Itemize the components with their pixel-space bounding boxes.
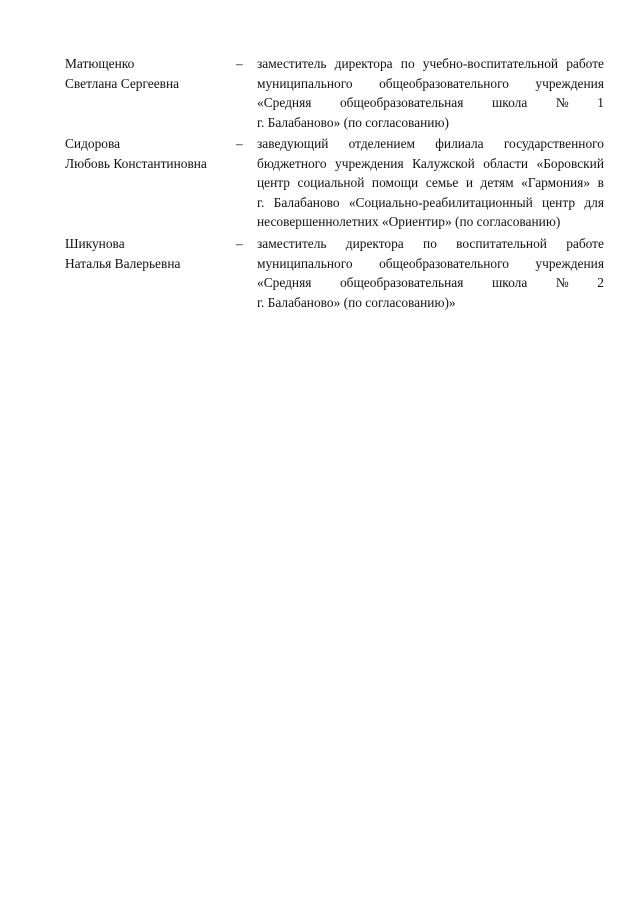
- position-word: учреждения: [535, 255, 604, 271]
- member-surname: Матющенко: [65, 56, 135, 71]
- member-position: [257, 54, 604, 132]
- position-word: детям: [480, 175, 514, 190]
- position-line: [257, 173, 604, 193]
- dash-separator: –: [236, 236, 243, 251]
- position-word: учреждения: [335, 155, 404, 171]
- position-word: «Средняя: [257, 275, 312, 290]
- position-word: 2: [597, 275, 604, 290]
- position-word: общеобразовательного: [379, 75, 509, 91]
- position-line: [257, 293, 604, 313]
- position-word: «Средняя: [257, 95, 312, 110]
- position-word: г. Балабаново» (по согласованию)»: [257, 294, 456, 310]
- position-word: общеобразовательная: [339, 275, 464, 290]
- position-word: директора: [334, 56, 393, 71]
- position-word: помощи: [371, 175, 419, 190]
- position-word: учреждения: [535, 75, 604, 91]
- position-word: директора: [345, 236, 404, 251]
- position-word: семье: [425, 175, 459, 190]
- position-word: Калужской: [412, 155, 475, 171]
- member-name: [65, 234, 235, 273]
- position-word: заместитель: [257, 56, 327, 71]
- position-word: общеобразовательного: [379, 255, 509, 271]
- member-surname: Сидорова: [65, 136, 121, 151]
- position-word: центр: [542, 194, 576, 210]
- position-word: №: [555, 275, 569, 290]
- position-word: «Социально-реабилитационный: [348, 194, 533, 210]
- position-word: работе: [566, 56, 604, 71]
- position-line: [257, 54, 604, 74]
- position-line: [257, 134, 604, 154]
- position-word: филиала: [435, 136, 484, 151]
- position-word: государственного: [503, 136, 604, 151]
- position-line: [257, 93, 604, 113]
- position-line: [257, 154, 604, 174]
- member-name: [65, 54, 235, 93]
- position-word: «Гармония»: [521, 175, 591, 190]
- member-surname: Шикунова: [65, 236, 125, 251]
- member-position: [257, 134, 604, 232]
- position-word: области: [483, 155, 529, 171]
- position-word: школа: [492, 275, 528, 290]
- position-word: воспитательной: [456, 236, 547, 251]
- member-position: [257, 234, 604, 312]
- position-word: для: [584, 194, 604, 210]
- member-name: [65, 134, 235, 173]
- dash-separator: –: [236, 136, 243, 151]
- position-word: центр: [257, 175, 290, 190]
- position-word: отделением: [348, 136, 415, 151]
- position-word: несовершеннолетних «Ориентир» (по согласованию): [257, 214, 561, 229]
- position-word: муниципального: [257, 255, 353, 271]
- member-given-names: Наталья Валерьевна: [65, 255, 181, 271]
- position-line: [257, 254, 604, 274]
- position-word: заместитель: [257, 236, 327, 251]
- member-given-names: Любовь Константиновна: [65, 155, 207, 171]
- position-line: [257, 113, 604, 133]
- position-word: «Боровский: [536, 155, 604, 171]
- position-line: [257, 234, 604, 254]
- position-word: г.: [257, 194, 265, 210]
- position-line: [257, 74, 604, 94]
- position-word: Балабаново: [273, 194, 340, 210]
- position-word: №: [555, 95, 569, 110]
- position-word: заведующий: [257, 136, 329, 151]
- position-word: бюджетного: [257, 155, 327, 171]
- position-word: и: [465, 175, 473, 190]
- position-word: г. Балабаново» (по согласованию): [257, 114, 449, 130]
- position-word: 1: [597, 95, 604, 110]
- position-word: по: [423, 236, 437, 251]
- position-line: [257, 193, 604, 213]
- position-word: по: [400, 56, 415, 71]
- position-line: [257, 273, 604, 293]
- position-word: в: [597, 175, 604, 190]
- position-line: [257, 212, 604, 232]
- position-word: учебно-воспитательной: [422, 56, 559, 71]
- position-word: работе: [566, 236, 604, 251]
- position-word: общеобразовательная: [339, 95, 464, 110]
- position-word: муниципального: [257, 75, 353, 91]
- dash-separator: –: [236, 56, 243, 71]
- position-word: социальной: [297, 175, 365, 190]
- position-word: школа: [492, 95, 528, 110]
- member-given-names: Светлана Сергеевна: [65, 75, 180, 91]
